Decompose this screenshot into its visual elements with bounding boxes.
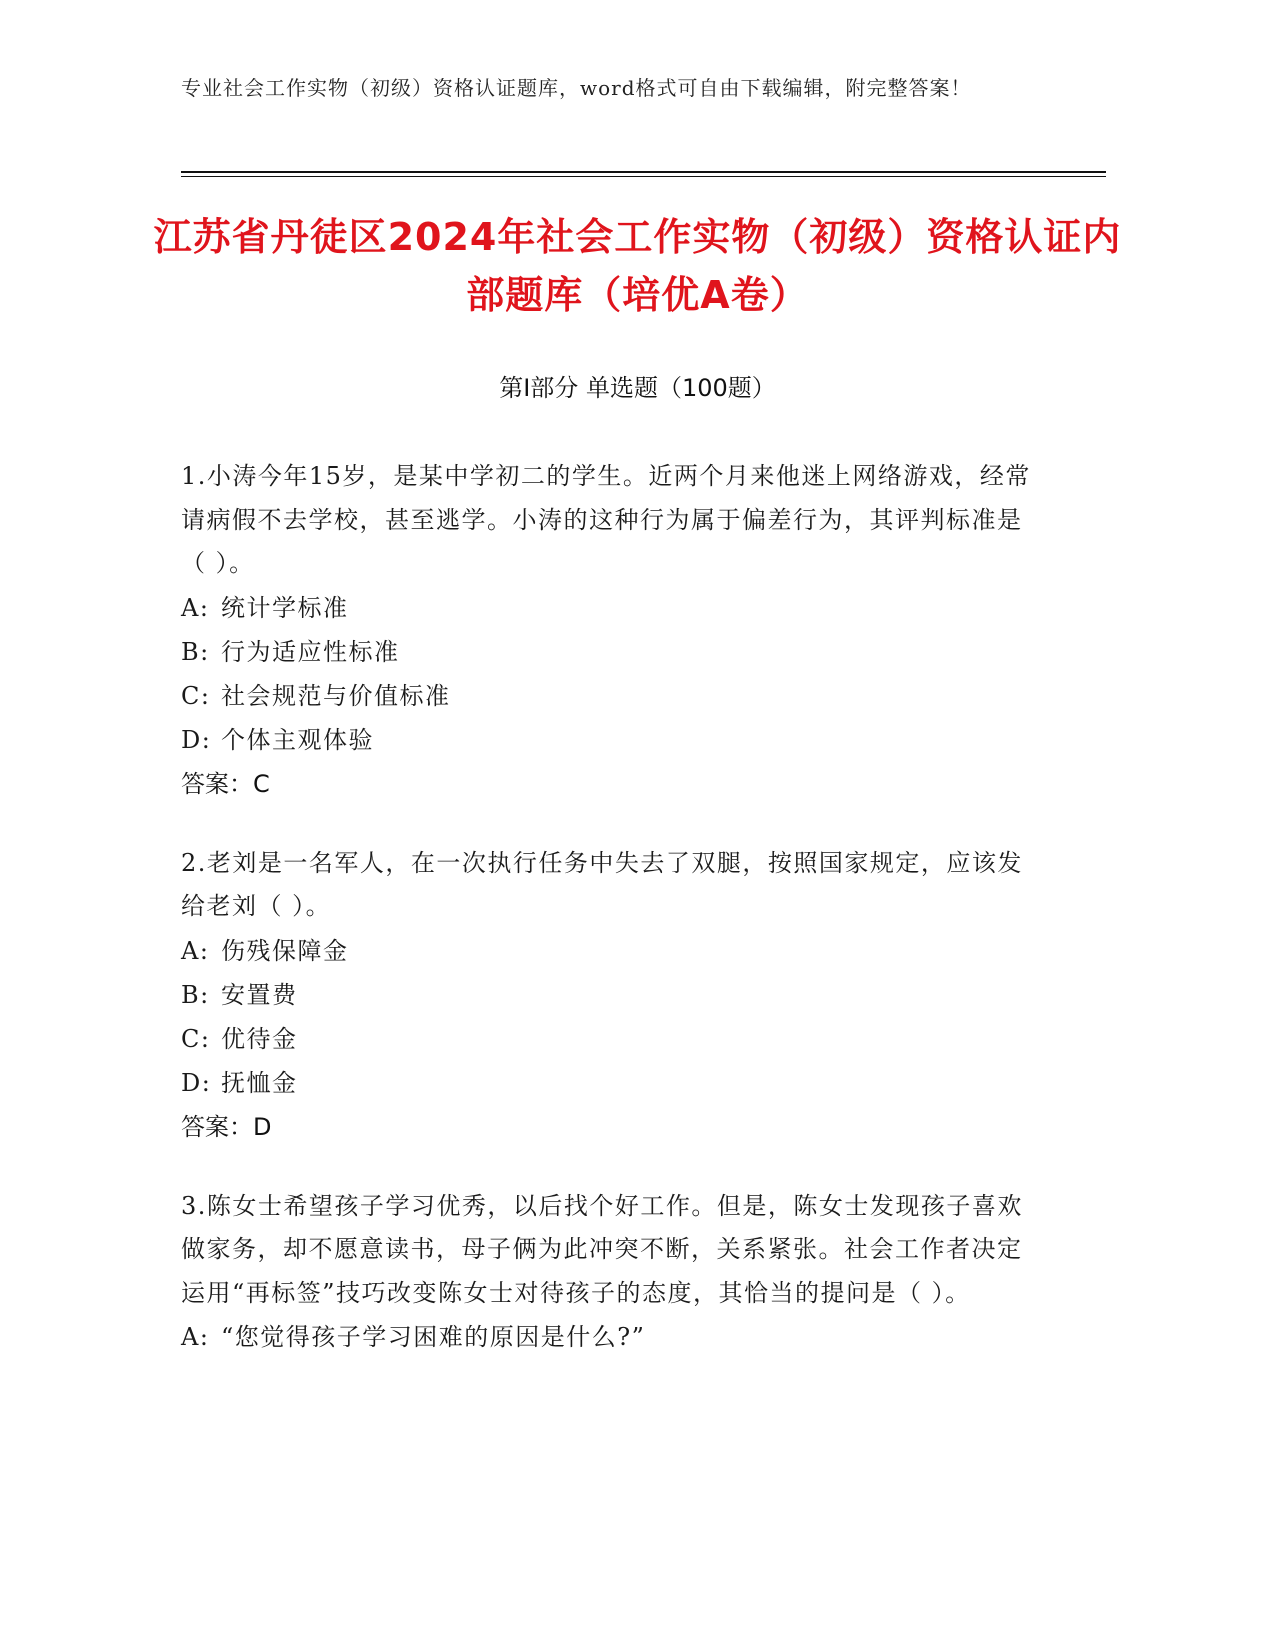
- option-text: 抚恤金: [221, 1068, 298, 1097]
- question-1: [181, 455, 1041, 806]
- option-text: 伤残保障金: [221, 936, 349, 965]
- question-stem: 2.老刘是一名军人，在一次执行任务中失去了双腿，按照国家规定，应该发给老刘（ ）。: [181, 848, 1023, 920]
- answer-label: 答案：: [181, 769, 253, 798]
- question-option: [181, 718, 1041, 762]
- option-key: B:: [181, 980, 210, 1009]
- question-answer: [181, 762, 1041, 806]
- option-text: 社会规范与价值标准: [221, 681, 451, 710]
- section-title: 第Ⅰ部分 单选题（100题）: [499, 374, 776, 402]
- option-text: 行为适应性标准: [221, 637, 400, 666]
- option-key: D:: [181, 725, 212, 754]
- question-option: [181, 1315, 1041, 1359]
- option-key: A:: [181, 936, 210, 965]
- header-divider-thin: [181, 176, 1106, 177]
- answer-value: D: [253, 1112, 272, 1141]
- question-option: [181, 973, 1041, 1017]
- option-key: C:: [181, 681, 211, 710]
- question-2: [181, 842, 1041, 1149]
- question-answer: [181, 1105, 1041, 1149]
- option-key: A:: [181, 1323, 210, 1351]
- question-option: [181, 1061, 1041, 1105]
- question-option: [181, 929, 1041, 973]
- answer-value: C: [253, 769, 270, 798]
- option-text: 统计学标准: [221, 593, 349, 622]
- question-option: [181, 630, 1041, 674]
- header-note: 专业社会工作实物（初级）资格认证题库，word格式可自由下载编辑，附完整答案！: [181, 76, 972, 100]
- option-key: D:: [181, 1068, 212, 1097]
- option-text: 安置费: [221, 980, 298, 1009]
- option-text: “您觉得孩子学习困难的原因是什么?”: [221, 1323, 646, 1351]
- question-stem: 1.小涛今年15岁，是某中学初二的学生。近两个月来他迷上网络游戏，经常请病假不去学校，甚至逃学。小涛的这种行为属于偏差行为，其评判标准是（ ）。: [181, 462, 1031, 577]
- option-key: A:: [181, 593, 210, 622]
- document-title: 江苏省丹徒区2024年社会工作实物（初级）资格认证内部题库（培优A卷）: [153, 215, 1122, 317]
- question-option: [181, 674, 1041, 718]
- header-divider-thick: [181, 171, 1106, 173]
- question-option: [181, 1017, 1041, 1061]
- option-text: 优待金: [221, 1024, 298, 1053]
- option-key: C:: [181, 1024, 211, 1053]
- question-option: [181, 586, 1041, 630]
- answer-label: 答案：: [181, 1112, 253, 1141]
- question-list: [181, 455, 1041, 1395]
- question-stem: 3.陈女士希望孩子学习优秀，以后找个好工作。但是，陈女士发现孩子喜欢做家务，却不愿意读书，母子俩为此冲突不断，关系紧张。社会工作者决定运用“再标签”技巧改变陈女士对待孩子的态度，其恰当的提问是（ ）。: [181, 1191, 1023, 1307]
- option-text: 个体主观体验: [221, 725, 374, 754]
- option-key: B:: [181, 637, 210, 666]
- question-3: [181, 1185, 1041, 1360]
